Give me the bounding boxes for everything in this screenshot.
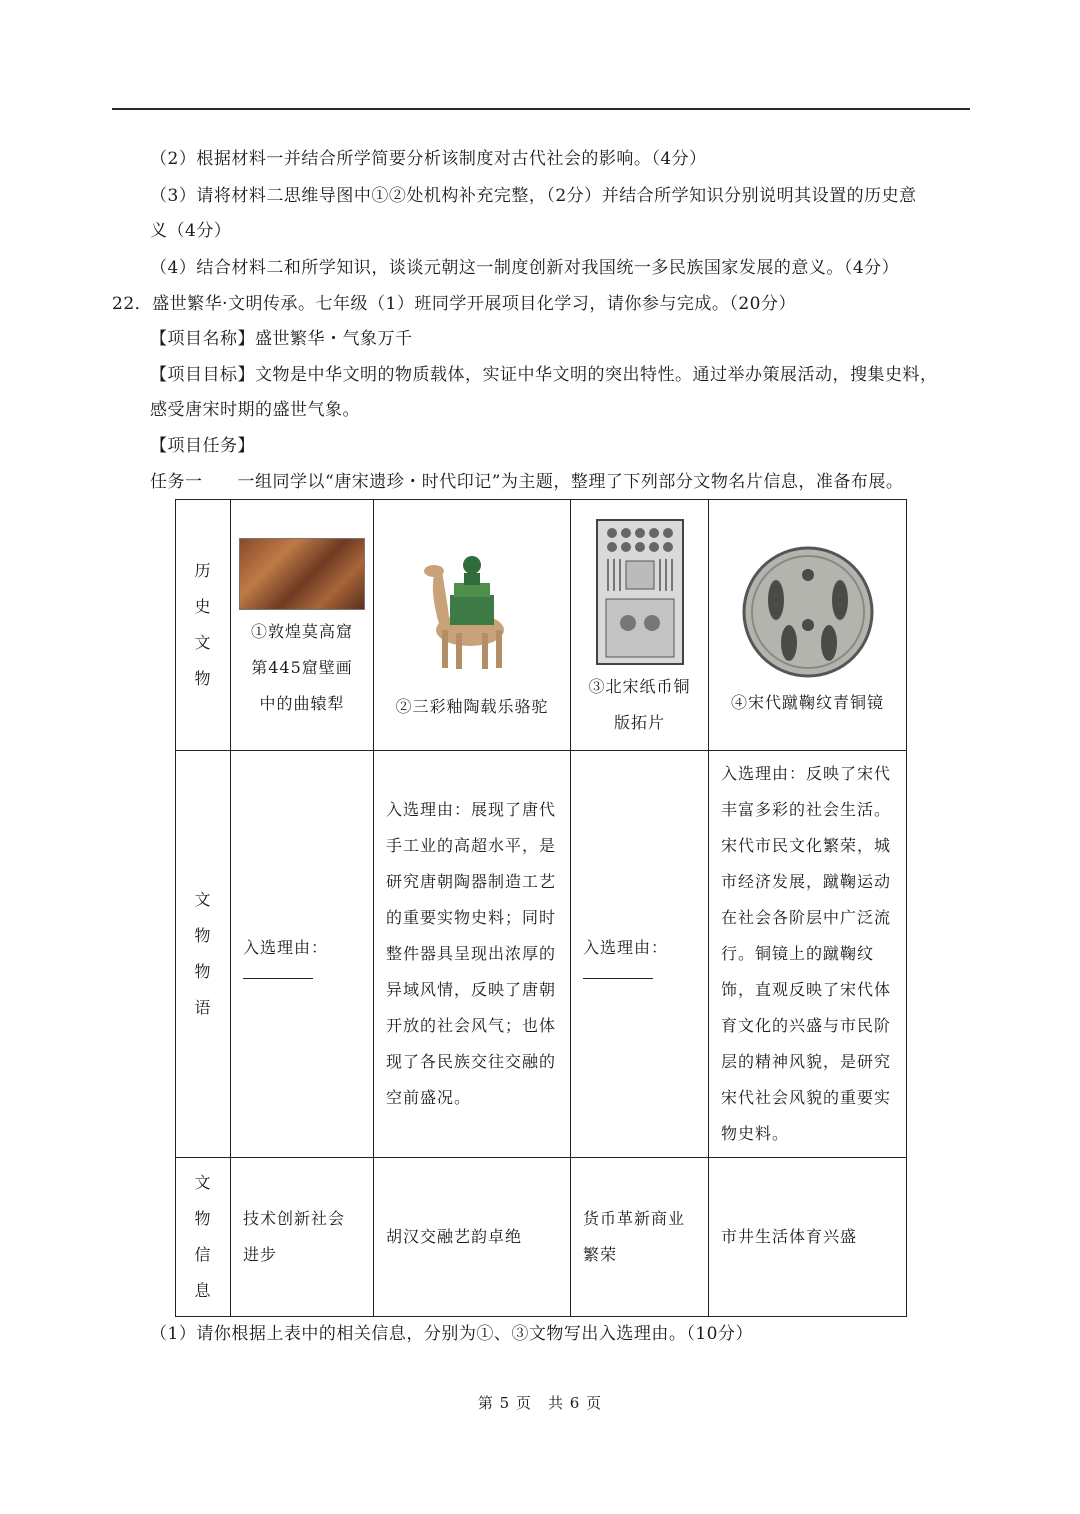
question-2: （2）根据材料一并结合所学简要分析该制度对古代社会的影响。（4分）	[150, 149, 707, 169]
row-head-history: 历 史 文 物	[176, 500, 231, 751]
artifact-4-info: 市井生活体育兴盛	[709, 1158, 907, 1317]
mural-painting-image	[239, 538, 365, 610]
artifact-1-cell: ①敦煌莫高窟 第445窟壁画 中的曲辕犁	[231, 500, 374, 751]
row-head-story: 文 物 物 语	[176, 751, 231, 1158]
project-goal-line2: 感受唐宋时期的盛世气象。	[150, 400, 360, 420]
artifact-1-info: 技术创新社会进步	[231, 1158, 374, 1317]
row-head-info: 文 物 信 息	[176, 1158, 231, 1317]
artifact-3-reason-cell	[571, 751, 709, 1158]
paper-money-rubbing-image	[596, 519, 684, 665]
artifact-3-reason-label: 入选理由：	[583, 937, 669, 957]
artifact-3-info: 货币革新商业繁荣	[571, 1158, 709, 1317]
artifact-table	[175, 499, 907, 1317]
artifact-2-cell: ②三彩釉陶载乐骆驼	[374, 500, 571, 751]
artifact-3-answer-blank[interactable]	[583, 966, 653, 979]
artifact-info-row	[176, 1158, 907, 1317]
question-4: （4）结合材料二和所学知识，谈谈元朝这一制度创新对我国统一多民族国家发展的意义。（4分）	[150, 258, 900, 278]
artifact-1-reason-cell	[231, 751, 374, 1158]
task-1: 任务一 一组同学以“唐宋遗珍・时代印记”为主题，整理了下列部分文物名片信息，准备布展。	[150, 472, 904, 492]
sub-question-1: （1）请你根据上表中的相关信息，分别为①、③文物写出入选理由。（10分）	[150, 1324, 753, 1344]
project-goal-line1: 【项目目标】文物是中华文明的物质载体，实证中华文明的突出特性。通过举办策展活动，搜集史料，	[150, 365, 938, 385]
artifact-4-cell: ④宋代蹴鞠纹青铜镜	[709, 500, 907, 751]
artifact-2-info: 胡汉交融艺韵卓绝	[374, 1158, 571, 1317]
artifact-2-reason-text: 入选理由：展现了唐代手工业的高超水平，是研究唐朝陶器制造工艺的重要实物史料；同时整件器具呈现出浓厚的异域风情，反映了唐朝开放的社会风气；也体现了各民族交往交融的空前盛况。	[386, 800, 557, 1107]
question-3-line1: （3）请将材料二思维导图中①②处机构补充完整，（2分）并结合所学知识分别说明其设置的历史意	[150, 186, 917, 206]
artifact-3-cell: ③北宋纸币铜 版拓片	[571, 500, 709, 751]
artifact-1-reason-label: 入选理由：	[243, 937, 329, 957]
artifact-4-reason-cell	[709, 751, 907, 1158]
tricolor-camel-image	[412, 535, 532, 675]
bronze-mirror-image	[741, 545, 875, 679]
history-artifact-row	[176, 500, 907, 751]
artifact-2-reason-cell	[374, 751, 571, 1158]
question-3-line2: 义（4分）	[150, 221, 232, 241]
header-rule	[112, 108, 970, 110]
artifact-4-reason-text: 入选理由：反映了宋代丰富多彩的社会生活。宋代市民文化繁荣，城市经济发展，蹴鞠运动在社会各阶层中广泛流行。铜镜上的蹴鞠纹饰，直观反映了宋代体育文化的兴盛与市民阶层的精神风貌，是研究宋代社会风貌的重要实物史料。	[721, 764, 892, 1143]
question-22: 22．盛世繁华·文明传承。七年级（1）班同学开展项目化学习，请你参与完成。（20分）	[112, 294, 796, 314]
artifact-1-answer-blank[interactable]	[243, 966, 313, 979]
page-footer: 第 5 页 共 6 页	[477, 1394, 603, 1412]
project-name: 【项目名称】盛世繁华・气象万千	[150, 329, 413, 349]
project-task: 【项目任务】	[150, 436, 255, 456]
artifact-story-row	[176, 751, 907, 1158]
